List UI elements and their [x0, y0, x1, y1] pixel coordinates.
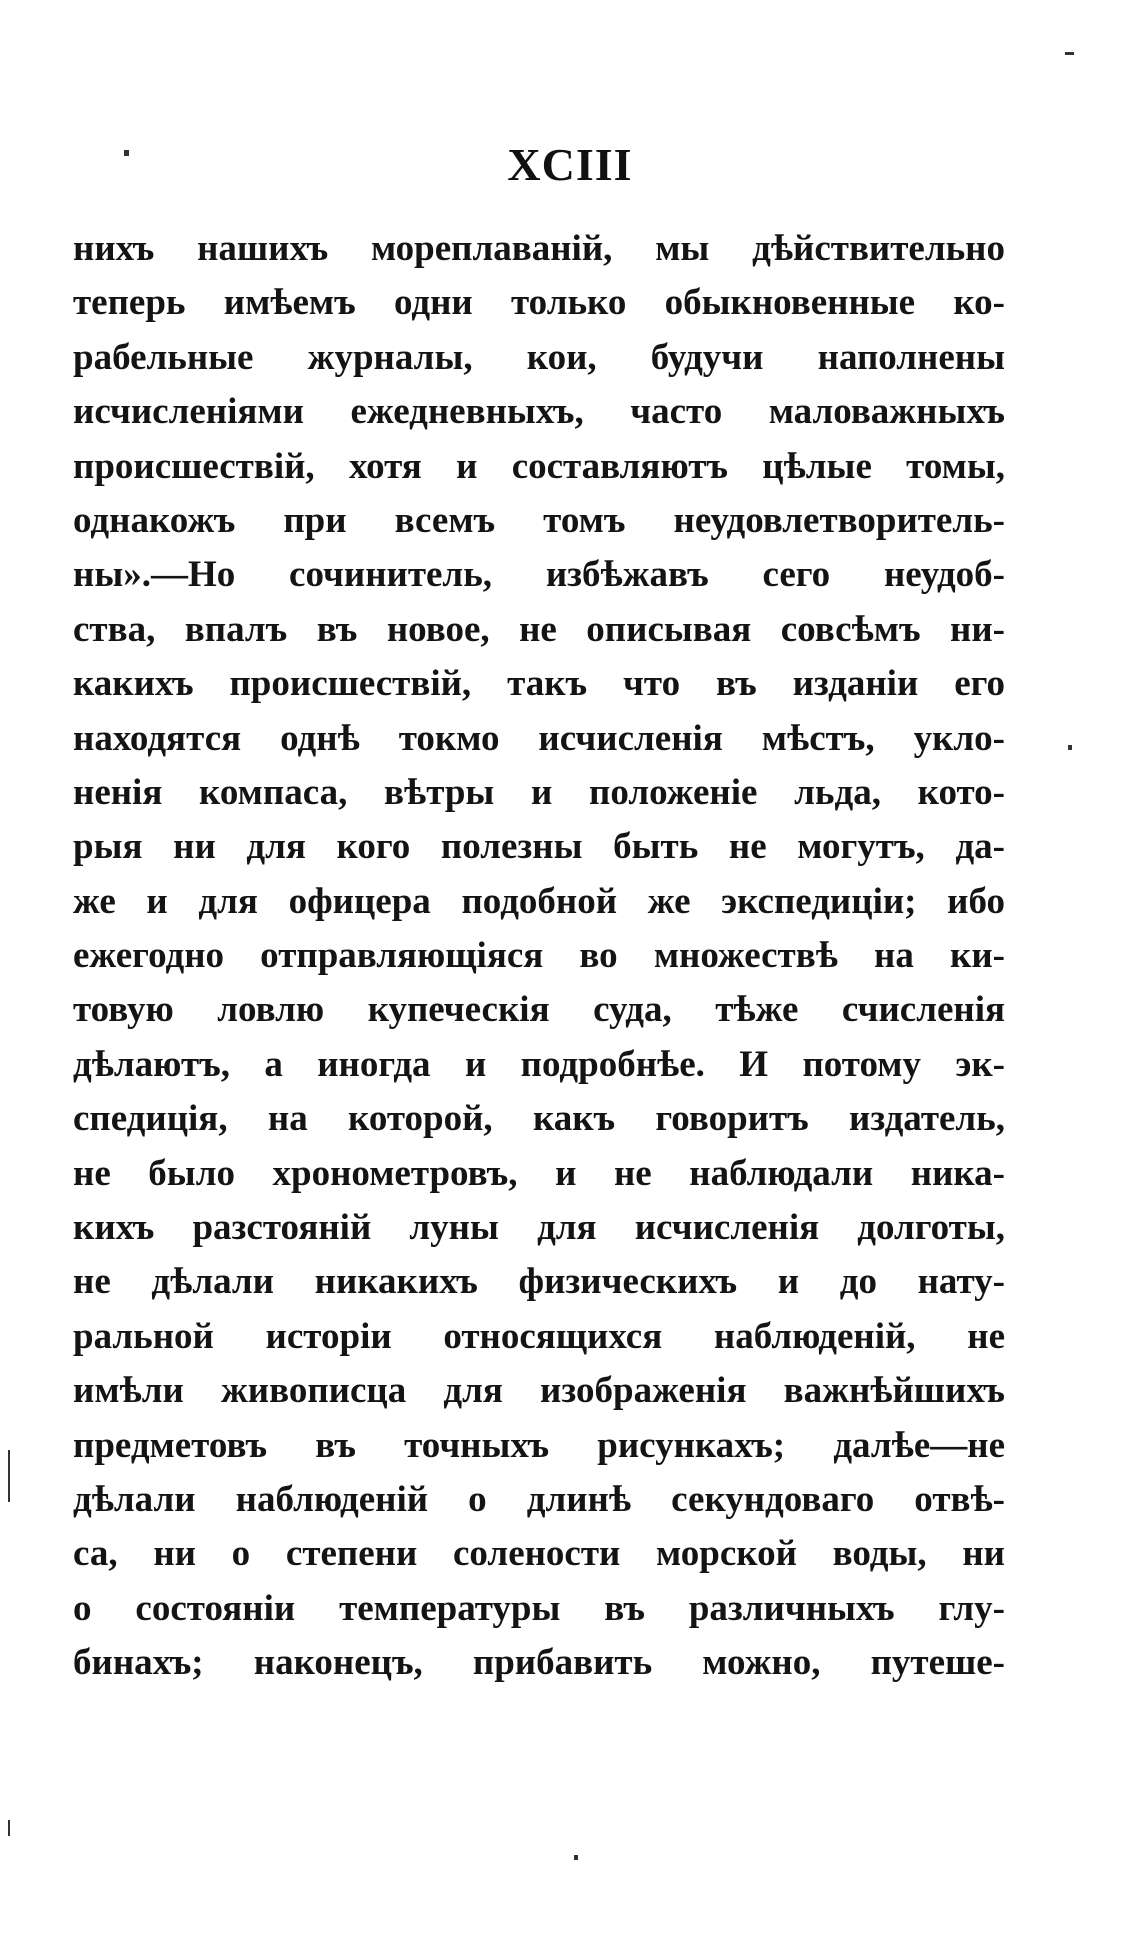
- text-line: ненія компаса, вѣтры и положеніе льда, кото-: [73, 771, 1005, 813]
- text-line: бинахъ; наконецъ, прибавить можно, путеше-: [73, 1642, 1005, 1684]
- text-line: теперь имѣемъ одни только обыкновенные ко-: [73, 282, 1005, 324]
- text-line: же и для офицера подобной же экспедиціи; ибо: [73, 880, 1005, 922]
- text-line: кихъ разстояній луны для исчисленія долготы,: [73, 1207, 1005, 1249]
- text-line: однакожъ при всемъ томъ неудовлетворитель-: [73, 499, 1005, 541]
- text-line: исчисленіями ежедневныхъ, часто маловажныхъ: [73, 391, 1005, 433]
- text-line: рабельные журналы, кои, будучи наполнены: [73, 336, 1005, 378]
- text-line: ства, впалъ въ новое, не описывая совсѣмъ ни-: [73, 608, 1005, 650]
- text-line: товую ловлю купеческія суда, тѣже счисленія: [73, 989, 1005, 1031]
- scan-speck: [124, 150, 129, 156]
- margin-line-mark: [8, 1820, 10, 1836]
- scan-speck: [574, 1855, 578, 1860]
- text-line: нихъ нашихъ мореплаваній, мы дѣйствительно: [73, 228, 1005, 269]
- text-line: дѣлаютъ, а иногда и подробнѣе. И потому эк-: [73, 1043, 1005, 1085]
- text-line: какихъ происшествій, такъ что въ изданіи его: [73, 663, 1005, 705]
- body-text: [73, 222, 1005, 1691]
- text-line: ральной исторіи относящихся наблюденій, не: [73, 1315, 1005, 1357]
- text-line: ны».—Но сочинитель, избѣжавъ сего неудоб-: [73, 554, 1005, 596]
- text-line: спедиція, на которой, какъ говоритъ издатель,: [73, 1098, 1005, 1140]
- text-line: не было хронометровъ, и не наблюдали ника-: [73, 1152, 1005, 1194]
- text-line: о состояніи температуры въ различныхъ глу-: [73, 1587, 1005, 1629]
- scan-speck: [1065, 52, 1074, 55]
- text-line: ежегодно отправляющіяся во множествѣ на ки-: [73, 935, 1005, 977]
- margin-line-mark: [8, 1450, 10, 1502]
- text-line: не дѣлали никакихъ физическихъ и до нату-: [73, 1261, 1005, 1303]
- page-number: XCIII: [507, 139, 633, 190]
- text-line: рыя ни для кого полезны быть не могутъ, да-: [73, 826, 1005, 868]
- scan-speck: [1068, 745, 1072, 750]
- text-line: предметовъ въ точныхъ рисункахъ; далѣе—не: [73, 1424, 1005, 1466]
- text-line: находятся однѣ токмо исчисленія мѣстъ, укло-: [73, 717, 1005, 759]
- text-line: дѣлали наблюденій о длинѣ секундоваго отвѣ-: [73, 1478, 1005, 1520]
- text-line: происшествій, хотя и составляютъ цѣлые томы,: [73, 445, 1005, 487]
- text-line: са, ни о степени солености морской воды, ни: [73, 1533, 1005, 1575]
- text-line: имѣли живописца для изображенія важнѣйшихъ: [73, 1370, 1005, 1412]
